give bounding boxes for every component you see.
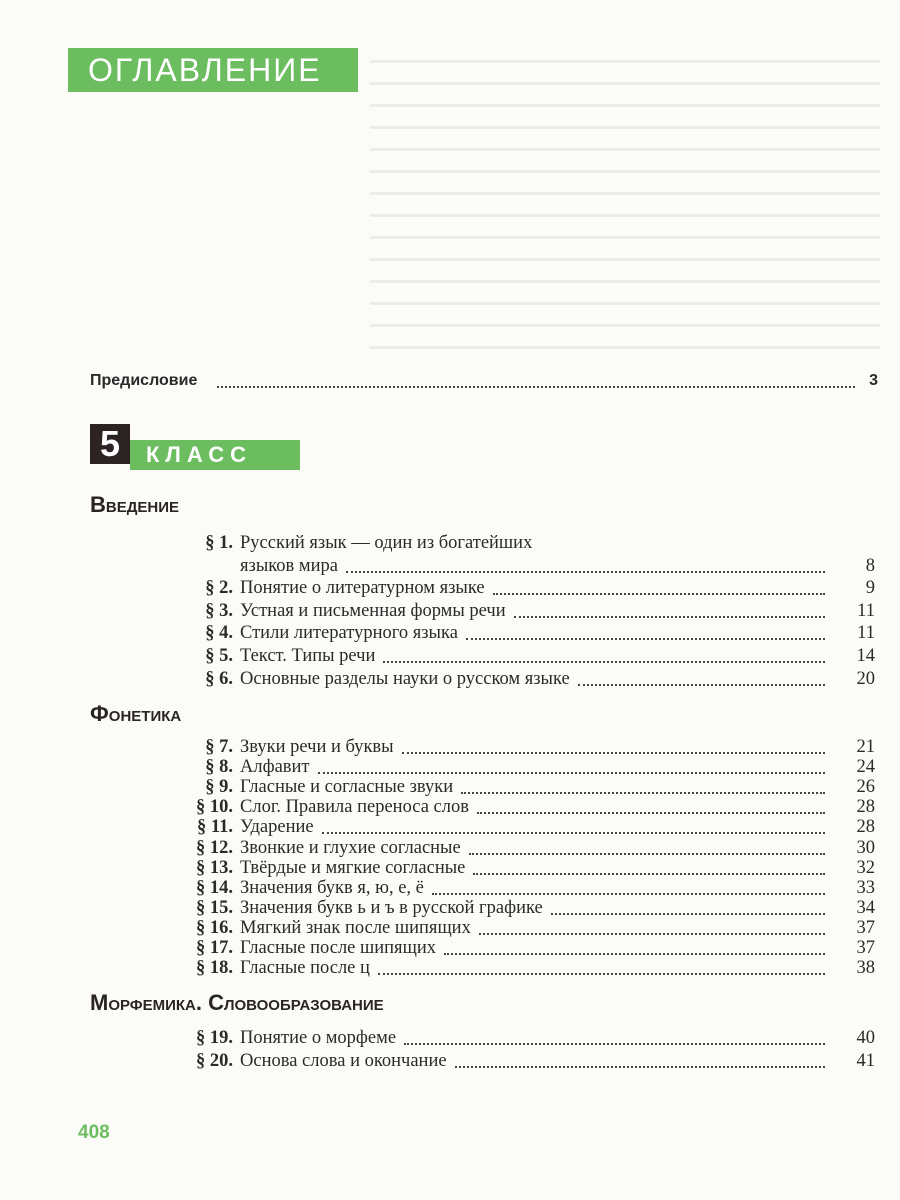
entry-title: Русский язык — один из богатейших bbox=[240, 533, 533, 553]
toc-entry[interactable] bbox=[0, 1028, 900, 1048]
entry-line bbox=[240, 578, 875, 598]
toc-title: ОГЛАВЛЕНИЕ bbox=[88, 52, 322, 88]
toc-entry[interactable] bbox=[0, 646, 900, 666]
toc-entry-preface[interactable] bbox=[90, 370, 878, 392]
entry-line bbox=[240, 898, 875, 918]
entry-number: § 1. bbox=[205, 533, 233, 553]
entry-title: Устная и письменная формы речи bbox=[240, 601, 506, 621]
section-heading: Фонетика bbox=[90, 701, 182, 726]
toc-entry[interactable] bbox=[0, 777, 900, 797]
entry-number: § 8. bbox=[205, 757, 233, 777]
entry-line bbox=[240, 797, 875, 817]
entry-line bbox=[240, 737, 875, 757]
entry-number: § 17. bbox=[196, 938, 233, 958]
entry-title: Звуки речи и буквы bbox=[240, 737, 394, 757]
entry-line bbox=[240, 1028, 875, 1048]
dot-leader bbox=[479, 918, 825, 935]
entry-page: 28 bbox=[856, 817, 875, 837]
dot-leader bbox=[455, 1051, 825, 1068]
dot-leader bbox=[477, 797, 825, 814]
entry-page: 28 bbox=[856, 797, 875, 817]
toc-entry[interactable] bbox=[0, 938, 900, 958]
toc-entry[interactable] bbox=[0, 898, 900, 918]
entry-number: § 3. bbox=[205, 601, 233, 621]
entry-title: Слог. Правила переноса слов bbox=[240, 797, 469, 817]
entry-title: Стили литературного языка bbox=[240, 623, 458, 643]
dot-leader bbox=[217, 370, 855, 388]
dot-leader bbox=[404, 1028, 825, 1045]
entry-number: § 12. bbox=[196, 838, 233, 858]
entry-title: Основные разделы науки о русском языке bbox=[240, 669, 570, 689]
dot-leader bbox=[432, 878, 825, 895]
dot-leader bbox=[383, 646, 825, 663]
entry-page: 8 bbox=[865, 556, 875, 576]
entry-number: § 6. bbox=[205, 669, 233, 689]
entry-number: § 4. bbox=[205, 623, 233, 643]
entry-title: Звонкие и глухие согласные bbox=[240, 838, 461, 858]
entry-title: Алфавит bbox=[240, 757, 310, 777]
entry-line bbox=[240, 533, 875, 553]
entry-line bbox=[240, 623, 875, 643]
entry-number: § 10. bbox=[196, 797, 233, 817]
entry-page: 33 bbox=[856, 878, 875, 898]
entry-title: Твёрдые и мягкие согласные bbox=[240, 858, 466, 878]
toc-entry[interactable] bbox=[0, 757, 900, 777]
entry-title: Мягкий знак после шипящих bbox=[240, 918, 471, 938]
dot-leader bbox=[461, 777, 825, 794]
entry-page: 26 bbox=[856, 777, 875, 797]
entry-number: § 11. bbox=[197, 817, 233, 837]
toc-entry[interactable] bbox=[0, 858, 900, 878]
entry-line bbox=[240, 556, 875, 576]
entry-number: § 13. bbox=[196, 858, 233, 878]
toc-entry[interactable] bbox=[0, 578, 900, 598]
bleed-through-text bbox=[370, 60, 880, 350]
entry-title: Значения букв я, ю, е, ё bbox=[240, 878, 424, 898]
entry-page: 37 bbox=[856, 918, 875, 938]
dot-leader bbox=[402, 737, 825, 754]
page-number: 408 bbox=[78, 1122, 110, 1143]
entry-title: Понятие о морфеме bbox=[240, 1028, 397, 1048]
entry-line bbox=[240, 669, 875, 689]
dot-leader bbox=[322, 817, 825, 834]
entry-title: Гласные после ц bbox=[240, 958, 370, 978]
entry-number: § 18. bbox=[196, 958, 233, 978]
entry-number: § 14. bbox=[196, 878, 233, 898]
entry-line bbox=[240, 958, 875, 978]
entry-line bbox=[240, 878, 875, 898]
toc-entry[interactable] bbox=[0, 918, 900, 938]
entry-number: § 2. bbox=[205, 578, 233, 598]
dot-leader bbox=[444, 938, 825, 955]
toc-entry[interactable] bbox=[0, 623, 900, 643]
toc-entry-continuation[interactable] bbox=[0, 556, 900, 576]
toc-title-band bbox=[68, 48, 358, 92]
toc-entry[interactable] bbox=[0, 669, 900, 689]
dot-leader bbox=[578, 669, 825, 686]
dot-leader bbox=[318, 757, 825, 774]
dot-leader bbox=[514, 601, 825, 618]
entry-title: Ударение bbox=[240, 817, 314, 837]
entry-title: Предисловие bbox=[90, 372, 198, 389]
section-heading: Введение bbox=[90, 492, 180, 517]
grade-label: КЛАСС bbox=[130, 440, 300, 470]
entry-number: § 20. bbox=[196, 1051, 233, 1071]
entry-page: 9 bbox=[865, 578, 875, 598]
entry-title: Гласные и согласные звуки bbox=[240, 777, 454, 797]
entry-title-continued: языков мира bbox=[240, 556, 338, 576]
entry-page: 30 bbox=[856, 838, 875, 858]
entry-number: § 9. bbox=[205, 777, 233, 797]
toc-entry[interactable] bbox=[0, 797, 900, 817]
entry-line bbox=[240, 838, 875, 858]
entry-line bbox=[240, 918, 875, 938]
entry-page: 34 bbox=[856, 898, 875, 918]
toc-entry[interactable] bbox=[0, 601, 900, 621]
toc-entry[interactable] bbox=[0, 737, 900, 757]
entry-page: 37 bbox=[856, 938, 875, 958]
dot-leader bbox=[469, 838, 825, 855]
entry-page: 20 bbox=[856, 669, 875, 689]
entry-number: § 19. bbox=[196, 1028, 233, 1048]
entry-page: 14 bbox=[856, 646, 875, 666]
section-heading: Морфемика. Словообразование bbox=[90, 990, 384, 1015]
entry-line bbox=[240, 817, 875, 837]
entry-page: 11 bbox=[857, 601, 875, 621]
toc-entry[interactable] bbox=[0, 533, 900, 553]
entry-line bbox=[240, 601, 875, 621]
toc-entry[interactable] bbox=[0, 878, 900, 898]
toc-entry[interactable] bbox=[0, 838, 900, 858]
toc-entry[interactable] bbox=[0, 1051, 900, 1071]
entry-line bbox=[240, 938, 875, 958]
dot-leader bbox=[466, 623, 825, 640]
entry-page: 11 bbox=[857, 623, 875, 643]
entry-page: 40 bbox=[856, 1028, 875, 1048]
dot-leader bbox=[473, 858, 825, 875]
dot-leader bbox=[346, 556, 825, 573]
entry-title: Значения букв ь и ъ в русской графике bbox=[240, 898, 543, 918]
toc-entry[interactable] bbox=[0, 817, 900, 837]
entry-line bbox=[240, 1051, 875, 1071]
entry-title: Текст. Типы речи bbox=[240, 646, 376, 666]
entry-number: § 7. bbox=[205, 737, 233, 757]
entry-number: § 15. bbox=[196, 898, 233, 918]
entry-line bbox=[240, 777, 875, 797]
entry-title: Понятие о литературном языке bbox=[240, 578, 485, 598]
dot-leader bbox=[378, 958, 825, 975]
toc-entry[interactable] bbox=[0, 958, 900, 978]
entry-number: § 5. bbox=[205, 646, 233, 666]
entry-page: 24 bbox=[856, 757, 875, 777]
entry-title: Гласные после шипящих bbox=[240, 938, 436, 958]
dot-leader bbox=[493, 578, 825, 595]
entry-line bbox=[240, 858, 875, 878]
entry-line bbox=[240, 646, 875, 666]
entry-line bbox=[240, 757, 875, 777]
entry-title: Основа слова и окончание bbox=[240, 1051, 447, 1071]
grade-number: 5 bbox=[90, 424, 130, 464]
entry-page: 41 bbox=[856, 1051, 875, 1071]
entry-page: 21 bbox=[856, 737, 875, 757]
entry-number: § 16. bbox=[196, 918, 233, 938]
dot-leader bbox=[551, 898, 825, 915]
entry-page: 32 bbox=[856, 858, 875, 878]
entry-page: 38 bbox=[856, 958, 875, 978]
entry-page: 3 bbox=[869, 372, 878, 389]
